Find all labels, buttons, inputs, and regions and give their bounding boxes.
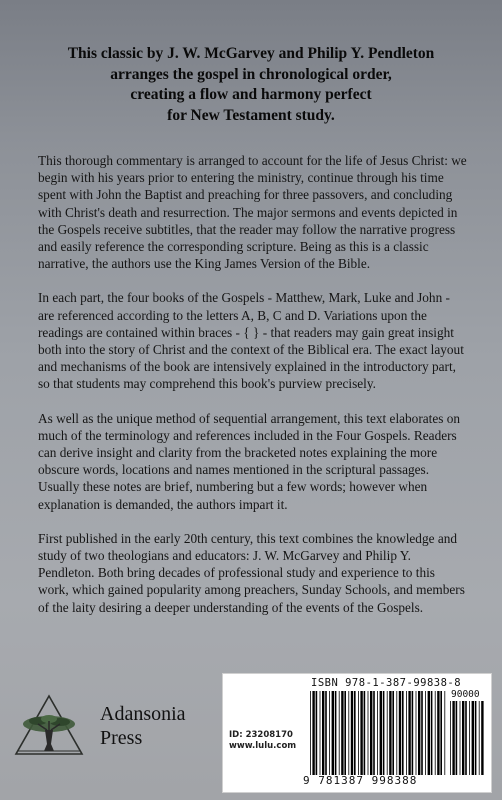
headline-line: for New Testament study.	[167, 106, 335, 124]
barcode-bar	[472, 701, 474, 775]
headline-line: creating a flow and harmony perfect	[130, 86, 372, 103]
barcode-bar	[358, 691, 359, 775]
barcode-bar	[475, 701, 477, 775]
barcode-bar	[332, 691, 334, 775]
barcode-digits: 9 781387 998388	[303, 774, 418, 787]
publisher-name	[100, 702, 210, 750]
barcode-bar	[435, 691, 436, 775]
barcode-bar	[310, 691, 311, 775]
barcode-bar	[320, 691, 321, 775]
barcode-bar	[450, 701, 451, 775]
barcode-bar	[392, 691, 394, 775]
barcode-bar	[431, 691, 433, 775]
description-paragraph: In each part, the four books of the Gospels - Matthew, Mark, Luke and John - are referenced according to the letters A, B, C and D. Variations upon the readings are contained within braces - { } - that readers may gain great insight both into the story of Christ and the context of the Biblical era. The exact layout and mechanisms of the book are intensively explained in the introductory part, so that students may comprehend this book's purview precisely.	[38, 290, 464, 392]
headline-line: This classic by J. W. McGarvey and Philip Y. Pendleton	[67, 45, 435, 62]
barcode-bar	[416, 691, 417, 775]
barcode-bar	[452, 701, 454, 775]
barcode-bar	[421, 691, 423, 775]
barcode-bar	[380, 691, 382, 775]
barcode-bar	[316, 691, 318, 775]
barcode-bar	[460, 701, 461, 775]
barcode-bar	[344, 691, 346, 775]
barcode-bar	[412, 691, 414, 775]
lulu-id: ID: 23208170	[229, 730, 293, 740]
barcode-bar	[396, 691, 397, 775]
headline-line: arranges the gospel in chronological order,	[110, 65, 392, 83]
description-paragraph: First published in the early 20th century, this text combines the knowledge and study of two theologians and educators: J. W. McGarvey and Philip Y. Pendleton. Both bring decades of professional study and experience to this work, which gained popularity among preachers, Sunday Schools, and members of the laity desiring a deeper understanding of the events of the Gospels.	[38, 530, 465, 615]
barcode-bar	[444, 691, 445, 775]
barcode-bar	[354, 691, 356, 775]
lulu-site: www.lulu.com	[229, 741, 297, 751]
barcode-bar	[329, 691, 330, 775]
barcode-bar	[402, 691, 404, 775]
barcode-bar	[341, 691, 343, 775]
barcode-bar	[389, 691, 391, 775]
barcode-bar	[348, 691, 349, 775]
barcode-bar	[339, 691, 340, 775]
barcode-bar	[322, 691, 324, 775]
barcode-bar	[383, 691, 385, 775]
barcode-bar	[373, 691, 375, 775]
cover-headline	[30, 44, 472, 126]
barcode-bar	[368, 691, 369, 775]
isbn-text: ISBN 978-1-387-99838-8	[311, 677, 462, 689]
barcode-bar	[399, 691, 401, 775]
isbn-barcode-label	[222, 673, 492, 793]
barcode-bar	[418, 691, 420, 775]
publisher-name-line1: Adansonia	[100, 703, 186, 725]
barcode-bar	[406, 691, 407, 775]
barcode-bar	[465, 701, 467, 775]
publisher-name-line2: Press	[100, 727, 143, 749]
barcode-bar	[425, 691, 426, 775]
barcode-bar	[408, 691, 410, 775]
barcode-bars	[309, 691, 447, 775]
barcode-bar	[360, 691, 362, 775]
barcode-bar	[479, 701, 480, 775]
baobab-tree-icon	[14, 694, 84, 758]
barcode-bar	[351, 691, 353, 775]
barcode-bar	[437, 691, 439, 775]
barcode-bar	[481, 701, 483, 775]
barcode-bar	[325, 691, 327, 775]
description-paragraph: As well as the unique method of sequential arrangement, this text elaborates on much of the terminology and references included in the Four Gospels. Readers can derive insight and clarity from the bracketed notes explaining the more obscure words, locations and names mentioned in the scriptural passages. Usually these notes are brief, numbering but a few words; however when explanation is demanded, the authors impart it.	[38, 410, 461, 512]
description-paragraph: This thorough commentary is arranged to account for the life of Jesus Christ: we begin with his years prior to entering the ministry, continue through his time spent with John the Baptist and preaching for three passovers, and concluding with Christ's death and resurrection. The major sermons and events depicted in the Gospels receive subtitles, that the reader may follow the narrative progress and easily reference the corresponding scripture. Being as this is a classic narrative, the authors use the King James Version of the Bible.	[38, 153, 467, 272]
barcode-bar	[370, 691, 372, 775]
price-code: 90000	[451, 689, 480, 700]
barcode-bar	[377, 691, 378, 775]
barcode-bar	[456, 701, 458, 775]
cover-description	[38, 152, 468, 633]
barcode-bar	[462, 701, 464, 775]
barcode-bar	[440, 691, 442, 775]
barcode-bar	[428, 691, 430, 775]
lulu-info	[229, 730, 309, 752]
barcode-bar	[335, 691, 337, 775]
barcode-bar	[312, 691, 314, 775]
barcode-bar	[387, 691, 388, 775]
barcode-bar	[364, 691, 366, 775]
barcode-addon-bars	[449, 701, 485, 775]
barcode-bar	[469, 701, 470, 775]
